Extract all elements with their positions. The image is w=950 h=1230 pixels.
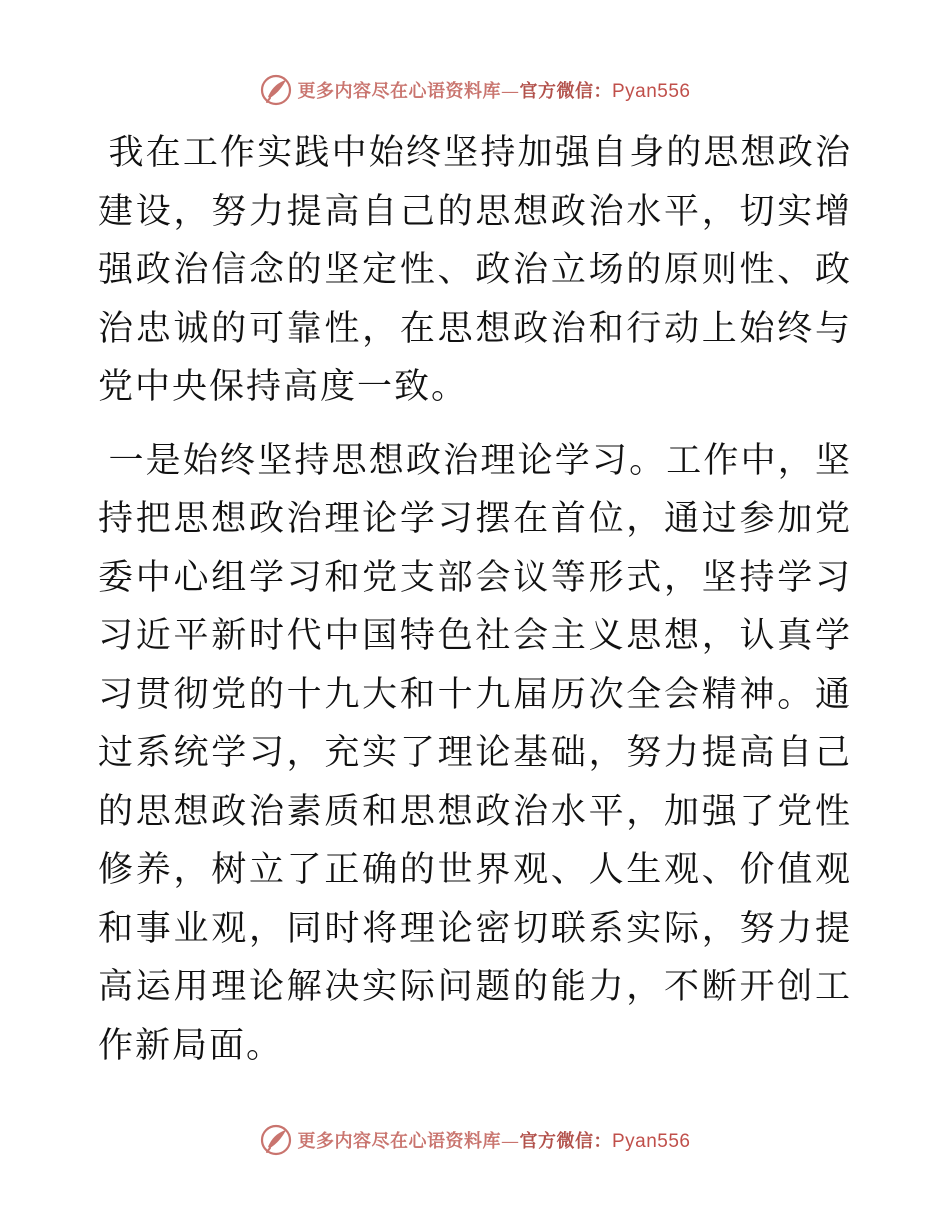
banner-text	[297, 1127, 690, 1153]
header-watermark-banner	[0, 70, 950, 110]
banner-wechat-label: 官方微信：	[519, 81, 612, 102]
paragraph-intro: 我在工作实践中始终坚持加强自身的思想政治建设，努力提高自己的思想政治水平，切实增强政治信念的坚定性、政治立场的原则性、政治忠诚的可靠性，在思想政治和行动上始终与党中央保持高度一致。	[98, 133, 852, 407]
banner-wechat-label: 官方微信：	[519, 1131, 612, 1152]
banner-dash: —	[500, 1131, 520, 1152]
paragraph-theory-study: 一是始终坚持思想政治理论学习。工作中，坚持把思想政治理论学习摆在首位，通过参加党委中心组学习和党支部会议等形式，坚持学习习近平新时代中国特色社会主义思想，认真学习贯彻党的十九大和十九届历次全会精神。通过系统学习，充实了理论基础，努力提高自己的思想政治素质和思想政治水平，加强了党性修养，树立了正确的世界观、人生观、价值观和事业观，同时将理论密切联系实际，努力提高运用理论解决实际问题的能力，不断开创工作新局面。	[98, 440, 852, 1066]
banner-wechat-id: Pyan556	[611, 1131, 691, 1152]
banner-brand: 更多内容尽在心语资料库	[297, 1131, 501, 1152]
banner-dash: —	[500, 81, 520, 102]
banner-brand: 更多内容尽在心语资料库	[297, 81, 501, 102]
quill-seal-logo-icon	[259, 1123, 293, 1157]
document-body	[98, 124, 852, 1075]
quill-seal-logo-icon	[259, 73, 293, 107]
banner-wechat-id: Pyan556	[611, 81, 691, 102]
banner-text	[297, 77, 690, 103]
footer-watermark-banner	[0, 1120, 950, 1160]
